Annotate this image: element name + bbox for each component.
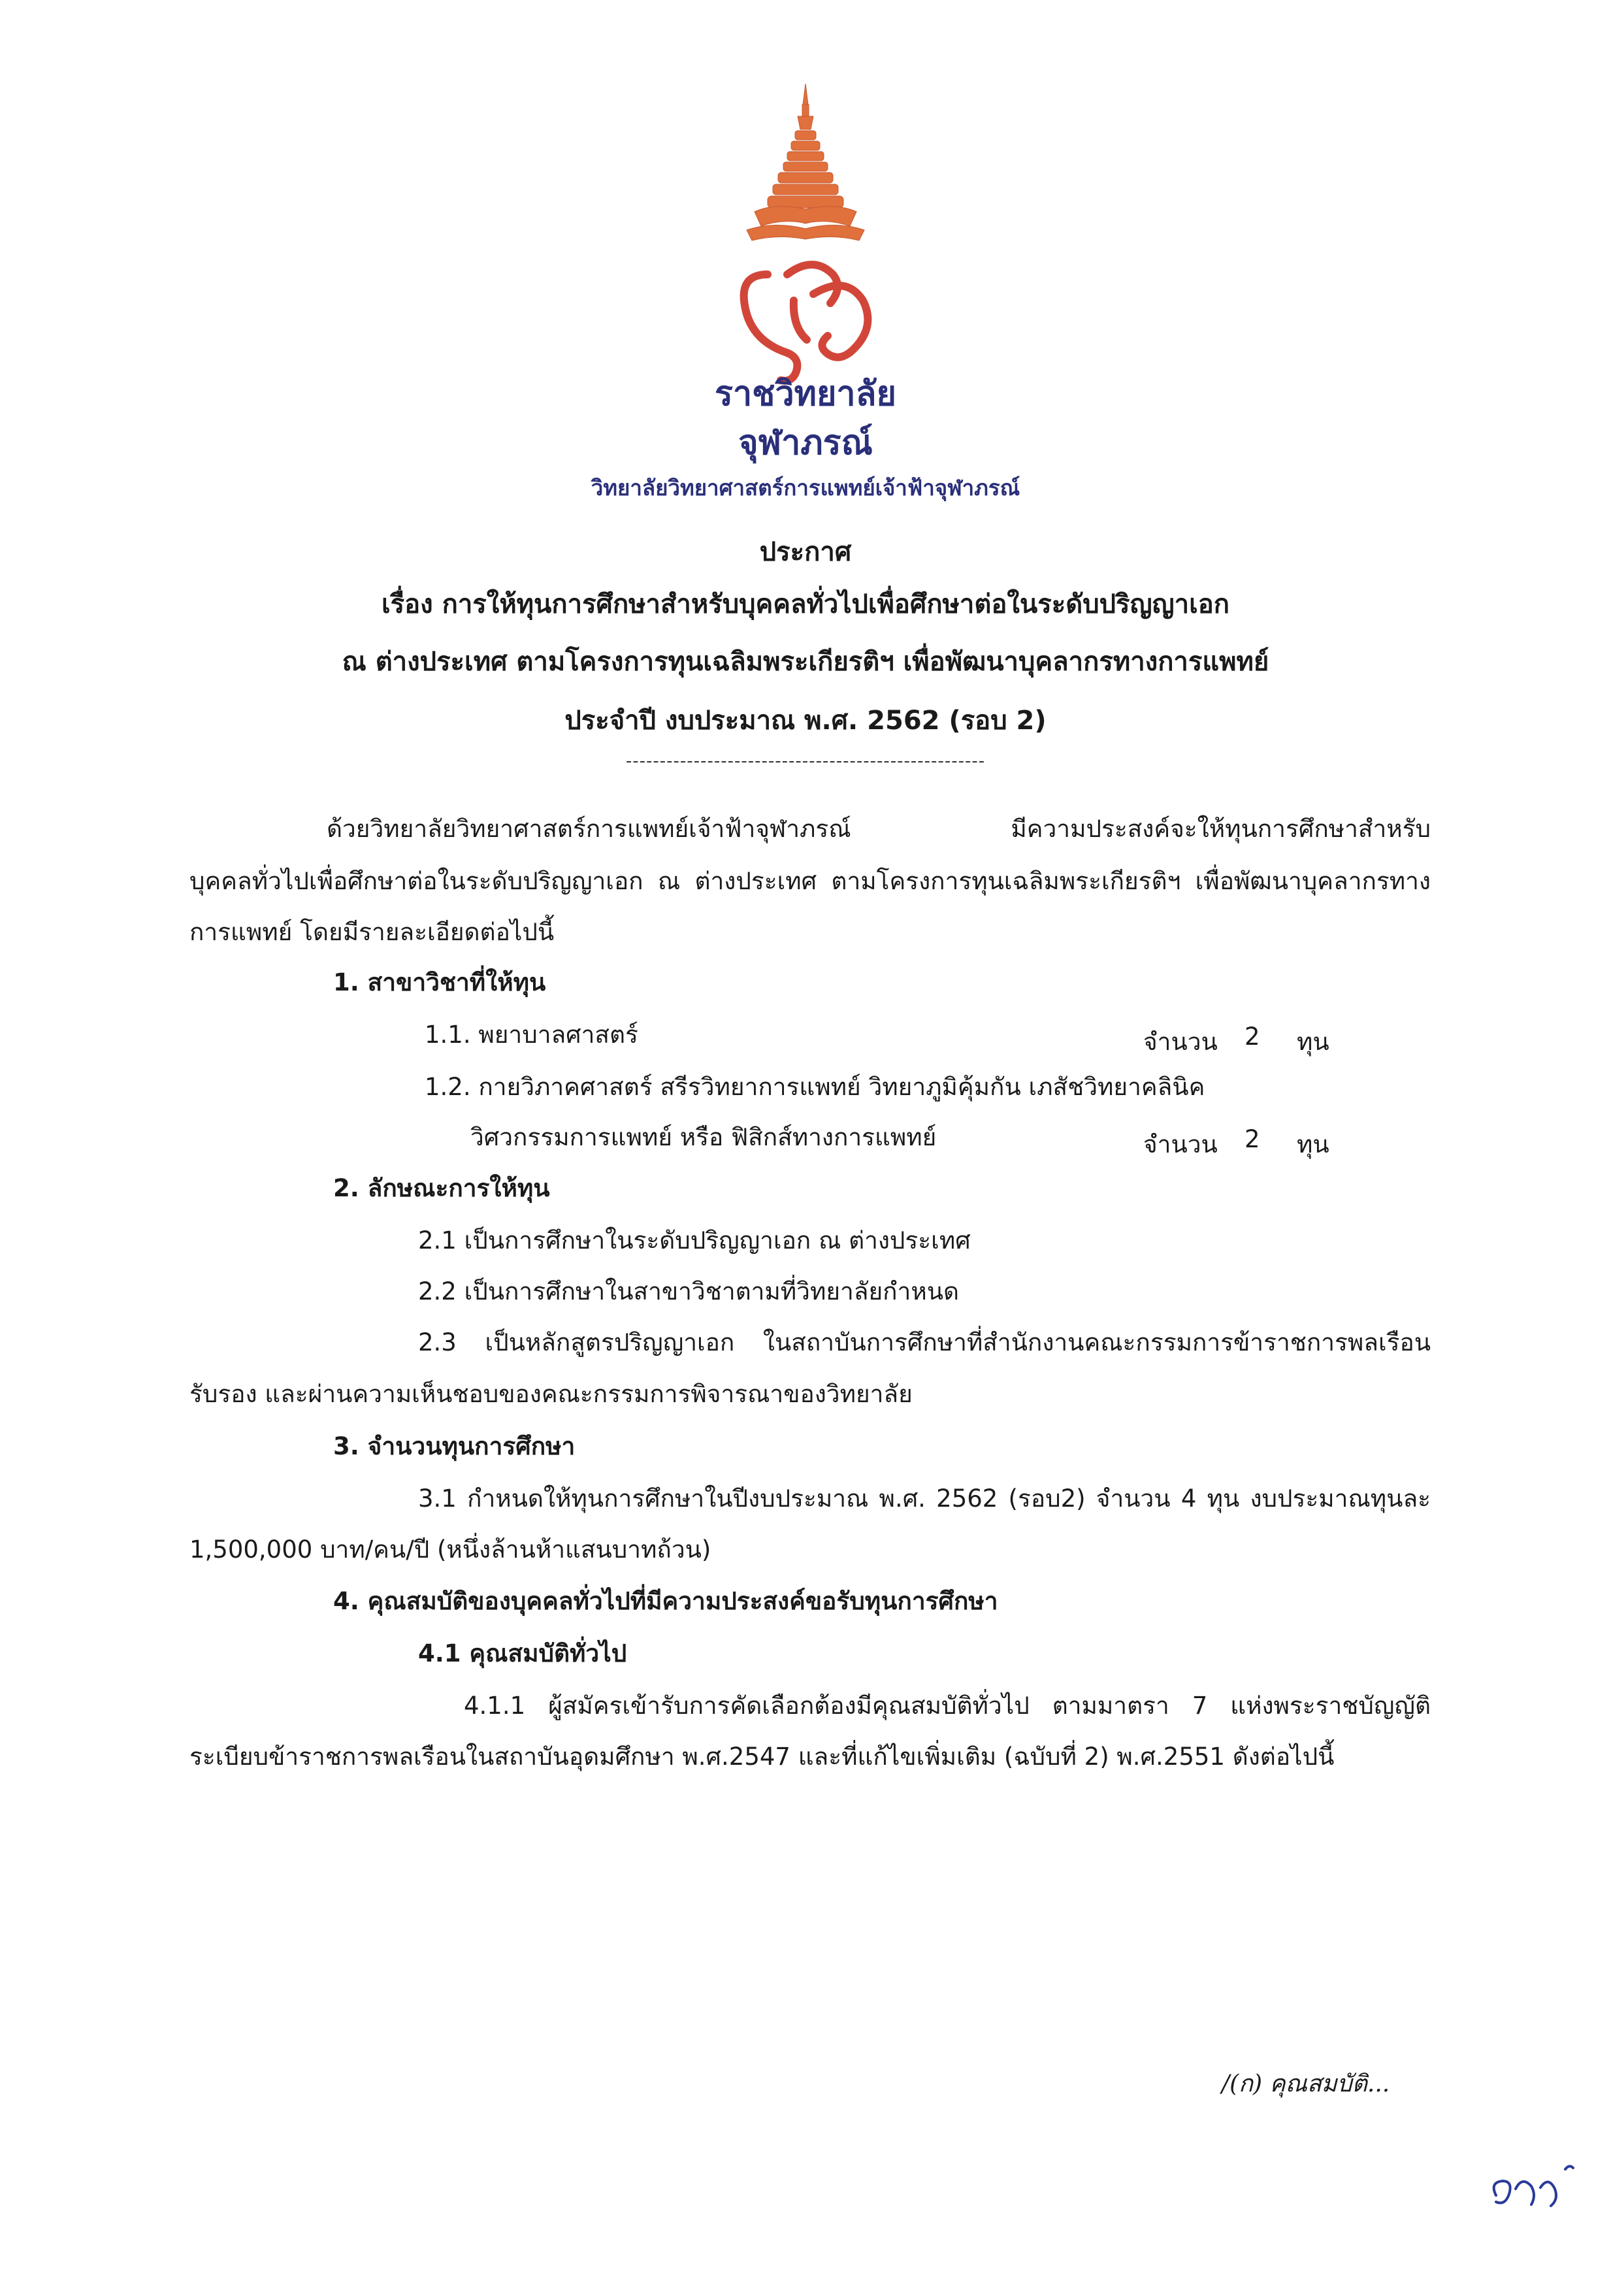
section-3-item-1-line-1: 3.1 กำหนดให้ทุนการศึกษาในปีงบประมาณ พ.ศ. 2562 (รอบ2) จำนวน 4 ทุน งบประมาณทุนละ — [418, 1484, 1431, 1513]
item-1-count-label: จำนวน — [1143, 1028, 1218, 1056]
section-2-item-1: 2.1 เป็นการศึกษาในระดับปริญญาเอก ณ ต่างประเทศ — [418, 1226, 971, 1255]
intro-line-3: การแพทย์ โดยมีรายละเอียดต่อไปนี้ — [189, 918, 555, 946]
college-name: วิทยาลัยวิทยาศาสตร์การแพทย์เจ้าฟ้าจุฬาภรณ์ — [591, 475, 1020, 500]
item-2-count: 2 — [1245, 1125, 1260, 1153]
intro-line-1: ด้วยวิทยาลัยวิทยาศาสตร์การแพทย์เจ้าฟ้าจุฬาภรณ์ มีความประสงค์จะให้ทุนการศึกษาสำหรับ — [327, 815, 1431, 843]
item-1-count: 2 — [1245, 1023, 1260, 1051]
section-3-title: 3. จำนวนทุนการศึกษา — [333, 1432, 576, 1460]
institution-name-line1: ราชวิทยาลัย — [715, 374, 896, 414]
college-emblem-icon — [715, 78, 896, 392]
separator-line: ----------------------------------------------------- — [625, 751, 986, 771]
item-1-unit: ทุน — [1297, 1028, 1329, 1056]
section-1-item-1: 1.1. พยาบาลศาสตร์ — [425, 1021, 638, 1049]
announcement-heading: ประกาศ — [759, 537, 852, 567]
intro-line-2: บุคคลทั่วไปเพื่อศึกษาต่อในระดับปริญญาเอก ณ ต่างประเทศ ตามโครงการทุนเฉลิมพระเกียรติฯ เพื่อพัฒนาบุคลากรทาง — [189, 867, 1431, 895]
continuation-note: /(ก) คุณสมบัติ... — [1222, 2071, 1390, 2097]
item-2-unit: ทุน — [1297, 1130, 1329, 1158]
institution-name-line2: จุฬาภรณ์ — [738, 423, 873, 463]
section-4-1-title: 4.1 คุณสมบัติทั่วไป — [418, 1639, 627, 1667]
section-1-item-2-line-2: วิศวกรรมการแพทย์ หรือ ฟิสิกส์ทางการแพทย์ — [470, 1123, 937, 1151]
section-2-item-3-line-1: 2.3 เป็นหลักสูตรปริญญาเอก ในสถาบันการศึกษาที่สำนักงานคณะกรรมการข้าราชการพลเรือน — [418, 1328, 1431, 1356]
item-2-count-label: จำนวน — [1143, 1130, 1218, 1158]
handwritten-initials-icon — [1483, 2150, 1581, 2222]
subject-line-2: ณ ต่างประเทศ ตามโครงการทุนเฉลิมพระเกียรติฯ เพื่อพัฒนาบุคลากรทางการแพทย์ — [342, 647, 1269, 677]
subject-line-1: เรื่อง การให้ทุนการศึกษาสำหรับบุคคลทั่วไปเพื่อศึกษาต่อในระดับปริญญาเอก — [381, 589, 1229, 619]
section-1-item-2-line-1: 1.2. กายวิภาคศาสตร์ สรีรวิทยาการแพทย์ วิทยาภูมิคุ้มกัน เภสัชวิทยาคลินิค — [425, 1073, 1205, 1101]
section-4-title: 4. คุณสมบัติของบุคคลทั่วไปที่มีความประสงค์ขอรับทุนการศึกษา — [333, 1587, 998, 1615]
subject-line-3: ประจำปี งบประมาณ พ.ศ. 2562 (รอบ 2) — [564, 706, 1047, 736]
section-2-title: 2. ลักษณะการให้ทุน — [333, 1174, 550, 1202]
section-1-title: 1. สาขาวิชาที่ให้ทุน — [333, 968, 546, 996]
section-2-item-3-line-2: รับรอง และผ่านความเห็นชอบของคณะกรรมการพิจารณาของวิทยาลัย — [189, 1380, 913, 1408]
section-2-item-2: 2.2 เป็นการศึกษาในสาขาวิชาตามที่วิทยาลัยกำหนด — [418, 1277, 960, 1305]
section-4-item-1-line-2: ระเบียบข้าราชการพลเรือนในสถาบันอุดมศึกษา พ.ศ.2547 และที่แก้ไขเพิ่มเติม (ฉบับที่ 2) พ.ศ.2551 ดังต่อไปนี้ — [189, 1743, 1335, 1771]
section-3-item-1-line-2: 1,500,000 บาท/คน/ปี (หนึ่งล้านห้าแสนบาทถ้วน) — [189, 1535, 711, 1564]
section-4-item-1-line-1: 4.1.1 ผู้สมัครเข้ารับการคัดเลือกต้องมีคุณสมบัติทั่วไป ตามมาตรา 7 แห่งพระราชบัญญัติ — [464, 1692, 1431, 1720]
